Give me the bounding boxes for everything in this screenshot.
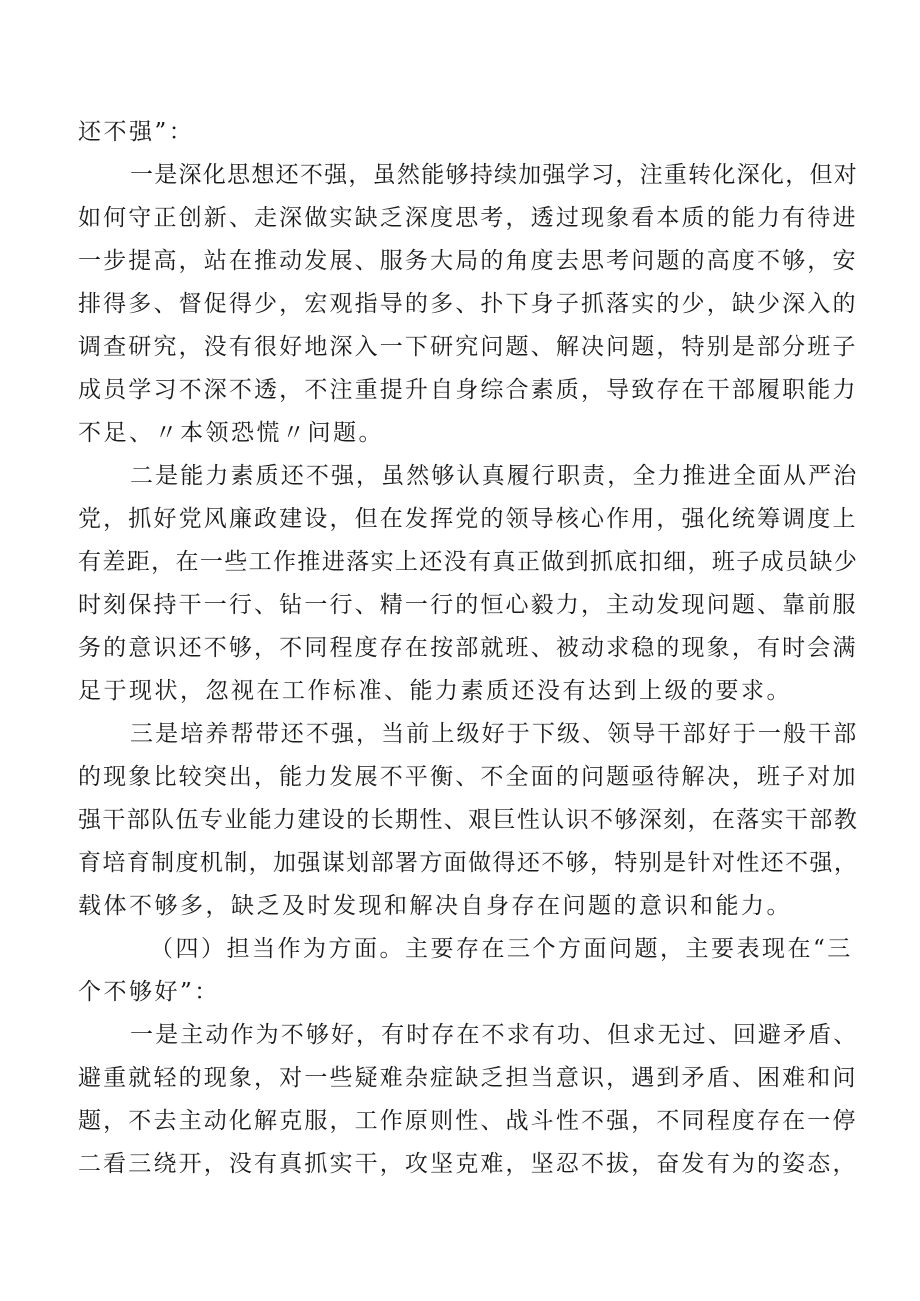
- text-line: 还不强”：: [78, 119, 195, 145]
- paragraph-start: 三是培养帮带还不强，当前上级好于下级、领导干部好于一般干部: [130, 721, 859, 747]
- text-line: 二看三绕开，没有真抓实干，攻坚克难，坚忍不拔，奋发有为的姿态，: [78, 1151, 858, 1177]
- text-line: 有差距，在一些工作推进落实上还没有真正做到抓底扣细，班子成员缺少: [78, 549, 859, 575]
- text-line: 的现象比较突出，能力发展不平衡、不全面的问题亟待解决，班子对加: [78, 764, 858, 790]
- text-line: 足于现状，忽视在工作标准、能力素质还没有达到上级的要求。: [78, 678, 792, 704]
- text-line: 党，抓好党风廉政建设，但在发挥党的领导核心作用，强化统筹调度上: [78, 506, 858, 532]
- text-line: 载体不够多，缺乏及时发现和解决自身存在问题的意识和能力。: [78, 893, 792, 919]
- section-heading: （四）担当作为方面。主要存在三个方面问题，主要表现在“三: [150, 936, 853, 962]
- text-line: 不足、〃本领恐慌〃问题。: [78, 420, 384, 446]
- text-line: 育培育制度机制，加强谋划部署方面做得还不够，特别是针对性还不强，: [78, 850, 859, 876]
- text-line: 如何守正创新、走深做实缺乏深度思考，透过现象看本质的能力有待进: [78, 205, 858, 231]
- text-line: 调查研究，没有很好地深入一下研究问题、解决问题，特别是部分班子: [78, 334, 858, 360]
- text-line: 题，不去主动化解克服，工作原则性、战斗性不强，不同程度存在一停: [78, 1108, 858, 1134]
- paragraph-start: 一是主动作为不够好，有时存在不求有功、但求无过、回避矛盾、: [130, 1022, 859, 1048]
- text-line: 个不够好”：: [78, 979, 220, 1005]
- paragraph-start: 二是能力素质还不强，虽然够认真履行职责，全力推进全面从严治: [130, 463, 859, 489]
- text-line: 成员学习不深不透，不注重提升自身综合素质，导致存在干部履职能力: [78, 377, 858, 403]
- text-line: 务的意识还不够，不同程度存在按部就班、被动求稳的现象，有时会满: [78, 635, 858, 661]
- text-line: 时刻保持干一行、钻一行、精一行的恒心毅力，主动发现问题、靠前服: [78, 592, 858, 618]
- text-line: 一步提高，站在推动发展、服务大局的角度去思考问题的高度不够，安: [78, 248, 858, 274]
- text-line: 避重就轻的现象，对一些疑难杂症缺乏担当意识，遇到矛盾、困难和问: [78, 1065, 858, 1091]
- text-line: 排得多、督促得少，宏观指导的多、扑下身子抓落实的少，缺少深入的: [78, 291, 858, 317]
- paragraph-start: 一是深化思想还不强，虽然能够持续加强学习，注重转化深化，但对: [130, 162, 858, 188]
- text-line: 强干部队伍专业能力建设的长期性、艰巨性认识不够深刻，在落实干部教: [78, 807, 859, 833]
